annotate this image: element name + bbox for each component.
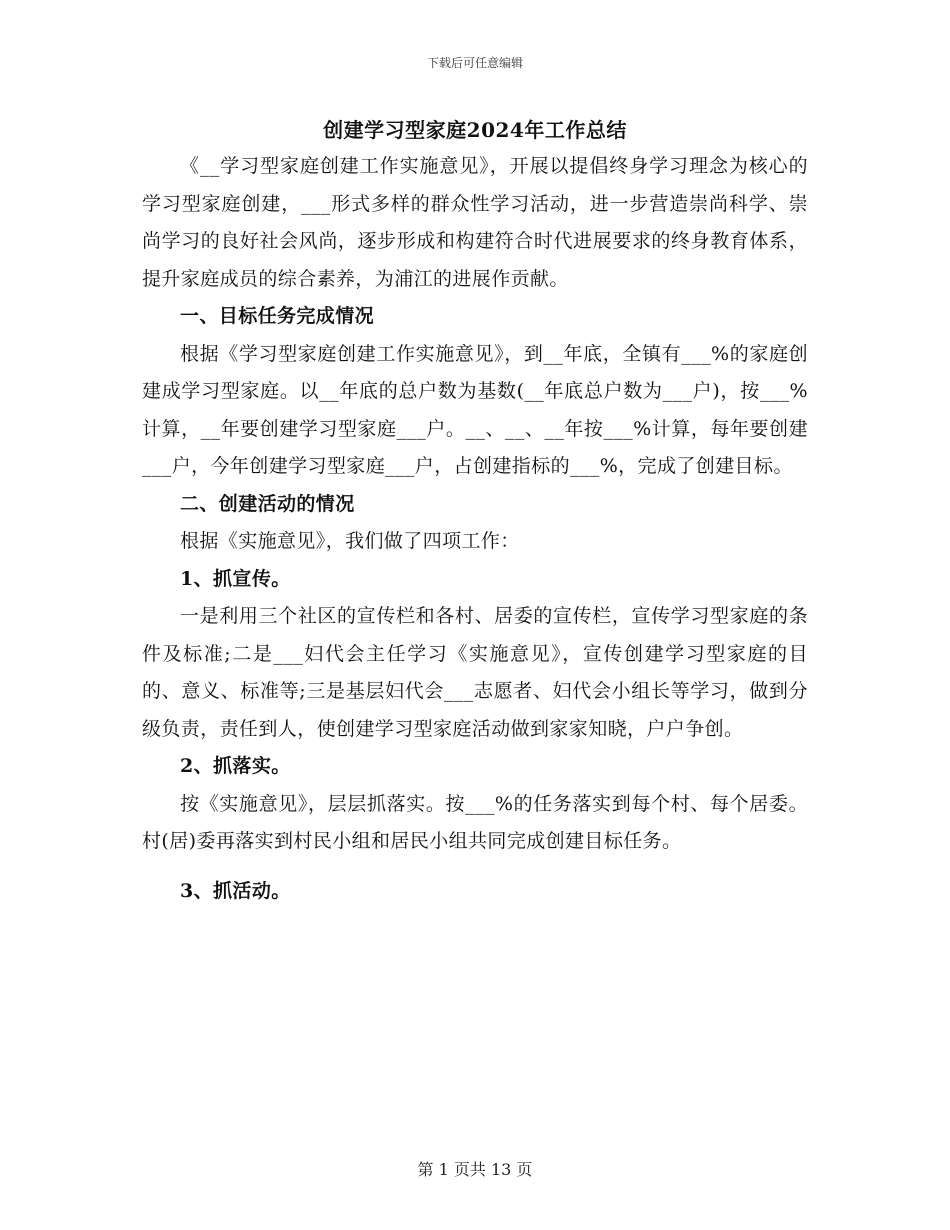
section-heading-activities: 二、创建活动的情况 <box>180 492 355 515</box>
page-number: 第 1 页共 13 页 <box>417 1160 533 1179</box>
goals-paragraph: 根据《学习型家庭创建工作实施意见》，到__年底，全镇有___%的家庭创建成学习型家庭。以__年底的总户数为基数(__年底总户数为___户)，按___%计算，__年要创建学习型家庭___户。__、__、__年按___%计算，每年要创建___户，今年创建学习型家庭___户，占创建指标的___%，完成了创建目标。 <box>142 342 808 477</box>
implementation-paragraph: 按《实施意见》，层层抓落实。按___%的任务落实到每个村、每个居委。村(居)委再落实到村民小组和居民小组共同完成创建目标任务。 <box>142 792 808 852</box>
subheading-publicity: 1、抓宣传。 <box>180 567 291 590</box>
subheading-implementation: 2、抓落实。 <box>180 755 291 777</box>
document-body <box>142 148 808 910</box>
header-note: 下载后可任意编辑 <box>426 56 523 70</box>
subheading-events: 3、抓活动。 <box>180 879 291 902</box>
section-heading-goals: 一、目标任务完成情况 <box>180 305 375 327</box>
publicity-paragraph: 一是利用三个社区的宣传栏和各村、居委的宣传栏，宣传学习型家庭的条件及标准;二是___妇代会主任学习《实施意见》，宣传创建学习型家庭的目的、意义、标准等;三是基层妇代会___志愿者、妇代会小组长等学习，做到分级负责，责任到人，使创建学习型家庭活动做到家家知晓，户户争创。 <box>142 605 808 740</box>
intro-paragraph: 《__学习型家庭创建工作实施意见》，开展以提倡终身学习理念为核心的学习型家庭创建，___形式多样的群众性学习活动，进一步营造崇尚科学、崇尚学习的良好社会风尚，逐步形成和构建符合时代进展要求的终身教育体系，提升家庭成员的综合素养，为浦江的进展作贡献。 <box>142 155 808 290</box>
activities-intro-paragraph: 根据《实施意见》，我们做了四项工作： <box>180 530 520 552</box>
document-title: 创建学习型家庭2024年工作总结 <box>323 118 627 142</box>
